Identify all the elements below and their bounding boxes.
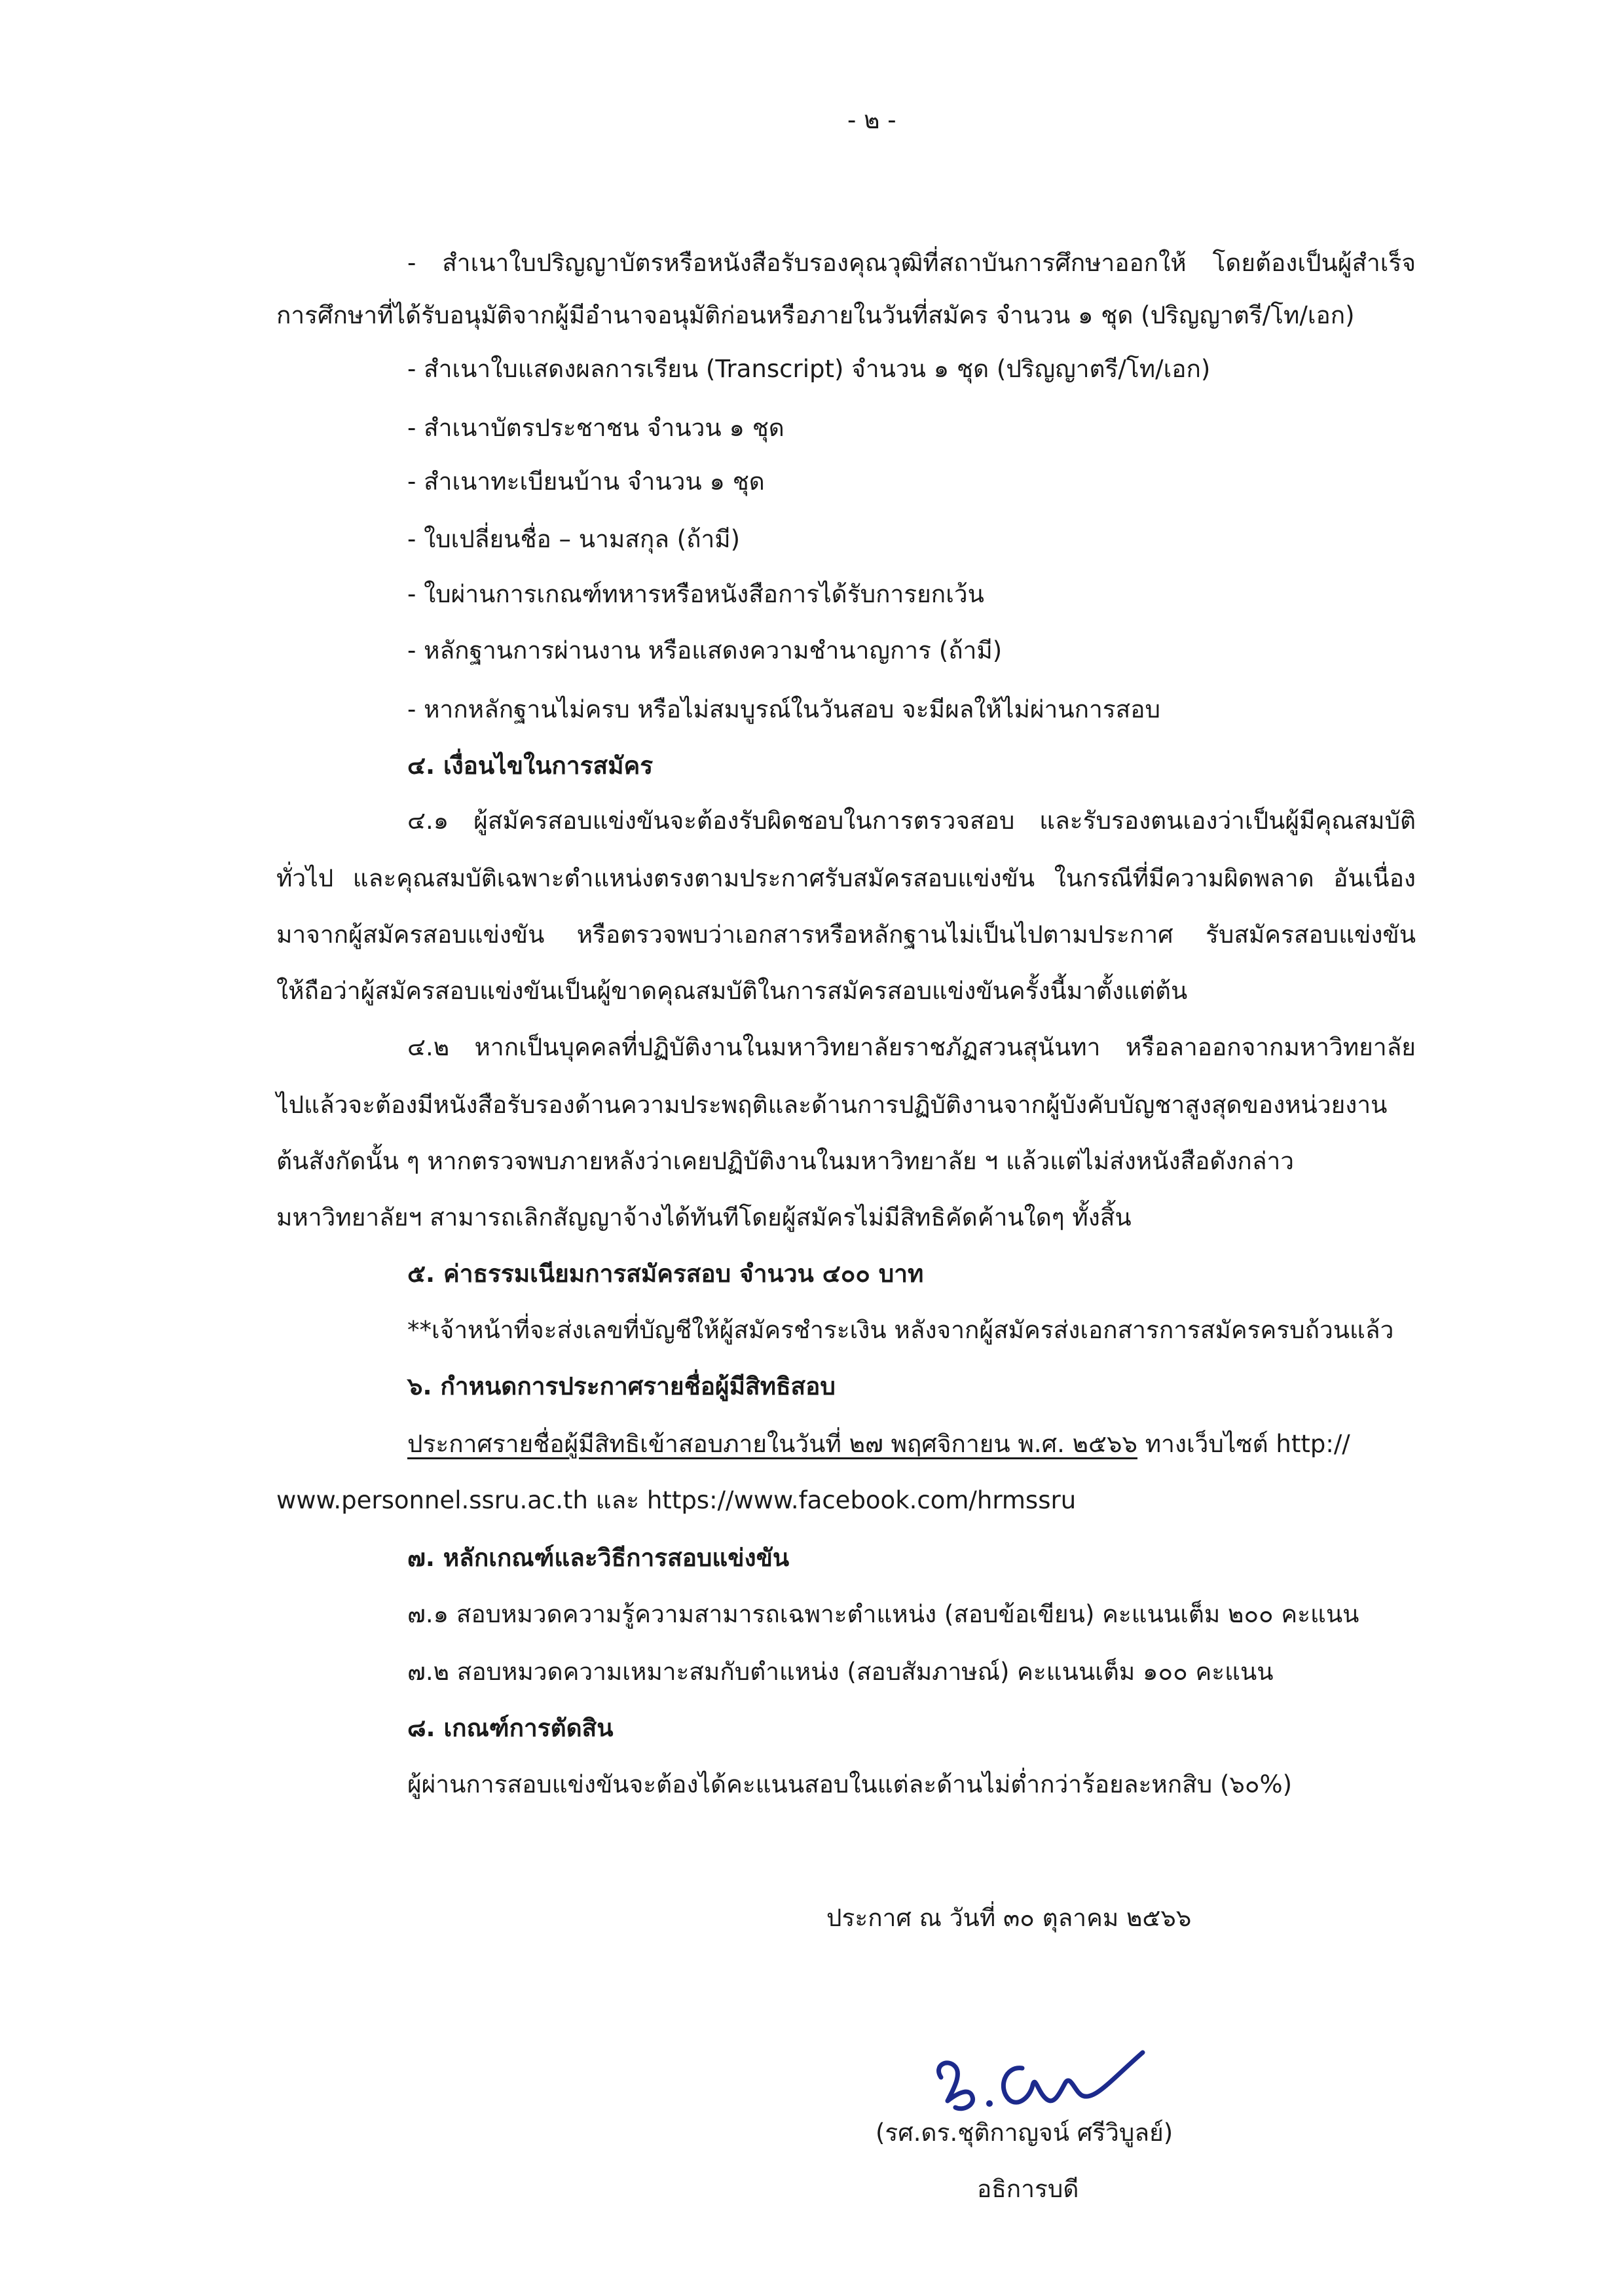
section-7-item: ๗.๑ สอบหมวดความรู้ความสามารถเฉพาะตำแหน่ง (สอบข้อเขียน) คะแนนเต็ม ๒๐๐ คะแนน <box>407 1600 1359 1628</box>
announcement-website-text: ทางเว็บไซต์ http:// <box>1137 1430 1350 1458</box>
document-item: - ใบผ่านการเกณฑ์ทหารหรือหนังสือการได้รับการยกเว้น <box>407 580 984 608</box>
document-item: - สำเนาใบแสดงผลการเรียน (Transcript) จำนวน ๑ ชุด (ปริญญาตรี/โท/เอก) <box>407 355 1211 383</box>
document-item: - หลักฐานการผ่านงาน หรือแสดงความชำนาญการ (ถ้ามี) <box>407 636 1003 665</box>
section-4-1-line: ให้ถือว่าผู้สมัครสอบแข่งขันเป็นผู้ขาดคุณสมบัติในการสมัครสอบแข่งขันครั้งนี้มาตั้งแต่ต้น <box>276 977 1188 1005</box>
signature-image <box>907 2020 1169 2124</box>
section-6-urls: www.personnel.ssru.ac.th และ https://www.facebook.com/hrmssru <box>276 1486 1077 1514</box>
section-6-announcement <box>407 1429 1350 1460</box>
page-number: - ๒ - <box>847 106 896 134</box>
section-4-2-line: ต้นสังกัดนั้น ๆ หากตรวจพบภายหลังว่าเคยปฏิบัติงานในมหาวิทยาลัย ฯ แล้วแต่ไม่ส่งหนังสือดังกล่าว <box>276 1147 1295 1175</box>
section-4-2-line: ไปแล้วจะต้องมีหนังสือรับรองด้านความประพฤติและด้านการปฏิบัติงานจากผู้บังคับบัญชาสูงสุดของหน่วยงาน <box>276 1091 1388 1119</box>
section-4-1-line: ๔.๑ ผู้สมัครสอบแข่งขันจะต้องรับผิดชอบในการตรวจสอบ และรับรองตนเองว่าเป็นผู้มีคุณสมบัติ <box>407 807 1416 835</box>
section-6-heading: ๖. กำหนดการประกาศรายชื่อผู้มีสิทธิสอบ <box>407 1372 836 1400</box>
section-8-text: ผู้ผ่านการสอบแข่งขันจะต้องได้คะแนนสอบในแต่ละด้านไม่ต่ำกว่าร้อยละหกสิบ (๖๐%) <box>407 1770 1293 1798</box>
signer-title: อธิการบดี <box>977 2175 1079 2203</box>
degree-copy-line-2: การศึกษาที่ได้รับอนุมัติจากผู้มีอำนาจอนุมัติก่อนหรือภายในวันที่สมัคร จำนวน ๑ ชุด (ปริญญาตรี/โท/เอก) <box>276 301 1355 329</box>
section-4-1-line: มาจากผู้สมัครสอบแข่งขัน หรือตรวจพบว่าเอกสารหรือหลักฐานไม่เป็นไปตามประกาศ รับสมัครสอบแข่งขัน <box>276 920 1416 949</box>
section-4-1-line: ทั่วไป และคุณสมบัติเฉพาะตำแหน่งตรงตามประกาศรับสมัครสอบแข่งขัน ในกรณีที่มีความผิดพลาด อันเนื่อง <box>276 864 1416 892</box>
degree-copy-line-1: - สำเนาใบปริญญาบัตรหรือหนังสือรับรองคุณวุฒิที่สถาบันการศึกษาออกให้ โดยต้องเป็นผู้สำเร็จ <box>407 249 1416 277</box>
section-4-2-line: ๔.๒ หากเป็นบุคคลที่ปฏิบัติงานในมหาวิทยาลัยราชภัฏสวนสุนันทา หรือลาออกจากมหาวิทยาลัย <box>407 1033 1416 1061</box>
document-item: - สำเนาบัตรประชาชน จำนวน ๑ ชุด <box>407 414 784 442</box>
section-5-note: **เจ้าหน้าที่จะส่งเลขที่บัญชีให้ผู้สมัครชำระเงิน หลังจากผู้สมัครส่งเอกสารการสมัครครบถ้วนแล้ว <box>407 1316 1394 1344</box>
announcement-date-underlined: ประกาศรายชื่อผู้มีสิทธิเข้าสอบภายในวันที่ ๒๗ พฤศจิกายน พ.ศ. ๒๕๖๖ <box>407 1430 1137 1458</box>
section-7-heading: ๗. หลักเกณฑ์และวิธีการสอบแข่งขัน <box>407 1544 790 1572</box>
signer-name: (รศ.ดร.ชุติกาญจน์ ศรีวิบูลย์) <box>876 2119 1173 2147</box>
section-8-heading: ๘. เกณฑ์การตัดสิน <box>407 1714 614 1742</box>
document-item: - หากหลักฐานไม่ครบ หรือไม่สมบูรณ์ในวันสอบ จะมีผลให้ไม่ผ่านการสอบ <box>407 695 1160 723</box>
announcement-date: ประกาศ ณ วันที่ ๓๐ ตุลาคม ๒๕๖๖ <box>826 1904 1192 1932</box>
section-7-item: ๗.๒ สอบหมวดความเหมาะสมกับตำแหน่ง (สอบสัมภาษณ์) คะแนนเต็ม ๑๐๐ คะแนน <box>407 1658 1274 1686</box>
document-item: - ใบเปลี่ยนชื่อ – นามสกุล (ถ้ามี) <box>407 525 741 553</box>
document-item: - สำเนาทะเบียนบ้าน จำนวน ๑ ชุด <box>407 467 765 496</box>
section-4-heading: ๔. เงื่อนไขในการสมัคร <box>407 752 654 780</box>
section-4-2-line: มหาวิทยาลัยฯ สามารถเลิกสัญญาจ้างได้ทันทีโดยผู้สมัครไม่มีสิทธิคัดค้านใดๆ ทั้งสิ้น <box>276 1203 1132 1231</box>
section-5-heading: ๕. ค่าธรรมเนียมการสมัครสอบ จำนวน ๔๐๐ บาท <box>407 1260 924 1288</box>
